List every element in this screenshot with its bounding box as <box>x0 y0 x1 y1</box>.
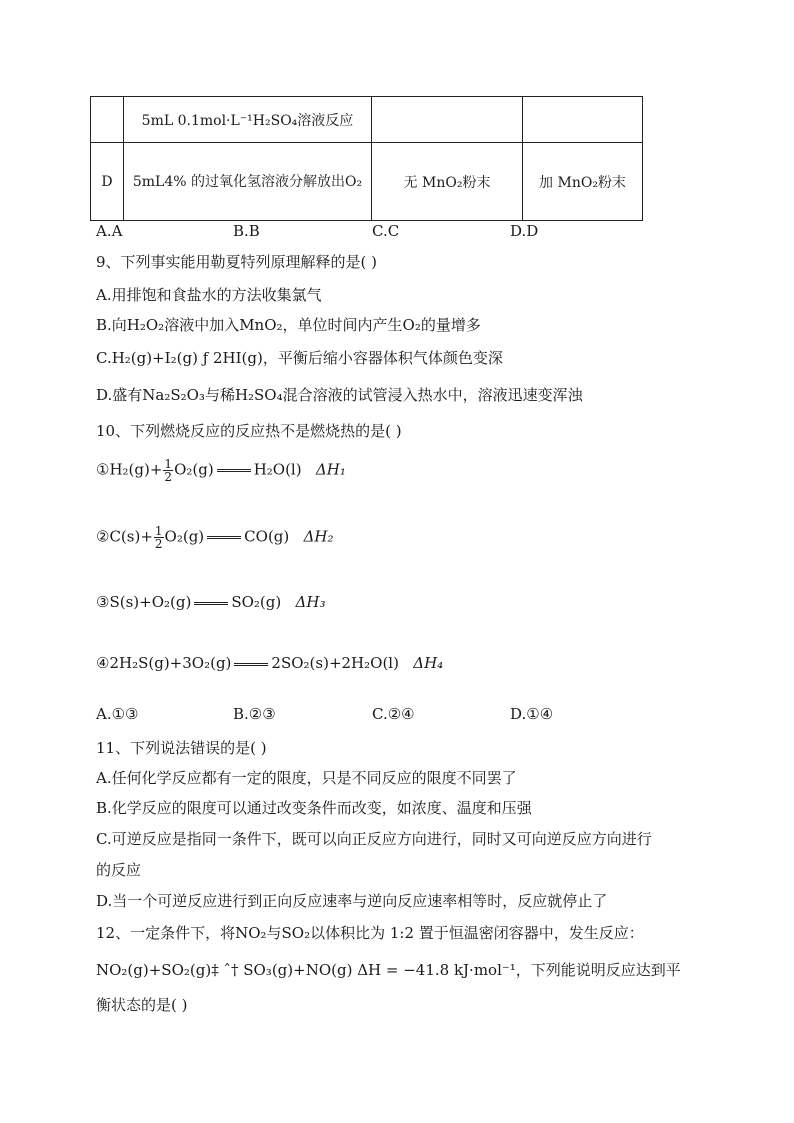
equals-sign-icon <box>194 602 228 605</box>
q10-option-c[interactable]: C.②④ <box>372 705 415 723</box>
q11-option-d[interactable]: D.当一个可逆反应进行到正向反应速率与逆向反应速率相等时，反应就停止了 <box>96 892 608 910</box>
table-row <box>91 143 643 221</box>
q10-equation-2 <box>96 525 334 550</box>
q12-stem-line2: NO₂(g)+SO₂(g)‡ ˆ† SO₃(g)+NO(g) ΔH = −41.8 kJ·mol⁻¹，下列能说明反应达到平 <box>96 961 681 979</box>
q10-option-d[interactable]: D.①④ <box>510 705 554 723</box>
table-cell-content: 5mL4% 的过氧化氢溶液分解放出O₂ <box>124 143 372 221</box>
q10-option-a[interactable]: A.①③ <box>96 705 139 723</box>
eq4-left: ④2H₂S(g)+3O₂(g) <box>96 654 232 672</box>
table-cell-content: 5mL 0.1mol·L⁻¹H₂SO₄溶液反应 <box>124 97 372 143</box>
q8-option-c[interactable]: C.C <box>372 222 400 240</box>
eq1-fraction <box>163 458 173 483</box>
eq3-dh: ΔH₃ <box>295 593 326 611</box>
q10-equation-4 <box>96 654 443 672</box>
eq2-right: CO(g) <box>244 527 290 546</box>
eq3-right: SO₂(g) <box>231 593 282 611</box>
q12-stem-line3: 衡状态的是( ) <box>96 996 188 1014</box>
q8-option-d[interactable]: D.D <box>510 222 539 240</box>
q9-option-a[interactable]: A.用排饱和食盐水的方法收集氯气 <box>96 286 322 304</box>
eq1-frac-den: 2 <box>164 470 173 484</box>
equals-sign-icon <box>207 536 241 539</box>
q10-equation-3 <box>96 593 325 611</box>
table-cell-label <box>91 97 124 143</box>
eq2-frac-den: 2 <box>154 537 163 551</box>
eq2-left-b: O₂(g) <box>164 527 205 546</box>
equals-sign-icon <box>234 663 268 666</box>
eq1-dh: ΔH₁ <box>315 460 346 479</box>
q9-option-b[interactable]: B.向H₂O₂溶液中加入MnO₂，单位时间内产生O₂的量增多 <box>96 316 481 334</box>
q10-equation-1 <box>96 458 346 483</box>
q8-option-a[interactable]: A.A <box>96 222 123 240</box>
q11-option-b[interactable]: B.化学反应的限度可以通过改变条件而改变，如浓度、温度和压强 <box>96 799 532 817</box>
q9-option-c[interactable]: C.H₂(g)+I₂(g) ƒ 2HI(g)，平衡后缩小容器体积气体颜色变深 <box>96 349 503 367</box>
eq2-fraction <box>154 525 164 550</box>
eq4-dh: ΔH₄ <box>413 654 444 672</box>
q11-stem: 11、下列说法错误的是( ) <box>96 739 267 757</box>
q8-option-b[interactable]: B.B <box>233 222 260 240</box>
eq1-frac-num: 1 <box>164 457 173 471</box>
q9-option-d[interactable]: D.盛有Na₂S₂O₃与稀H₂SO₄混合溶液的试管浸入热水中，溶液迅速变浑浊 <box>96 386 583 404</box>
experiment-table <box>90 96 643 221</box>
eq2-dh: ΔH₂ <box>303 527 334 546</box>
table-cell-col3 <box>372 97 523 143</box>
table-cell-col4: 加 MnO₂粉末 <box>523 143 643 221</box>
eq1-left-a: ①H₂(g)+ <box>96 460 163 479</box>
eq3-left: ③S(s)+O₂(g) <box>96 593 192 611</box>
q11-option-c[interactable]: C.可逆反应是指同一条件下，既可以向正反应方向进行，同时又可向逆反应方向进行 <box>96 830 652 848</box>
eq4-right: 2SO₂(s)+2H₂O(l) <box>271 654 399 672</box>
equals-sign-icon <box>217 469 251 472</box>
q10-option-b[interactable]: B.②③ <box>233 705 276 723</box>
eq2-frac-num: 1 <box>154 524 163 538</box>
eq2-left-a: ②C(s)+ <box>96 527 153 546</box>
q10-stem: 10、下列燃烧反应的反应热不是燃烧热的是( ) <box>96 422 402 440</box>
q12-stem-line1: 12、一定条件下，将NO₂与SO₂以体积比为 1:2 置于恒温密闭容器中，发生反应： <box>96 924 644 942</box>
table-cell-col3: 无 MnO₂粉末 <box>372 143 523 221</box>
eq1-left-b: O₂(g) <box>174 460 214 479</box>
eq1-right: H₂O(l) <box>253 460 302 479</box>
q11-option-a[interactable]: A.任何化学反应都有一定的限度，只是不同反应的限度不同罢了 <box>96 769 517 787</box>
q11-option-c-cont: 的反应 <box>96 861 142 879</box>
table-cell-label: D <box>91 143 124 221</box>
table-row <box>91 97 643 143</box>
q9-stem: 9、下列事实能用勒夏特列原理解释的是( ) <box>96 253 378 271</box>
table-cell-col4 <box>523 97 643 143</box>
